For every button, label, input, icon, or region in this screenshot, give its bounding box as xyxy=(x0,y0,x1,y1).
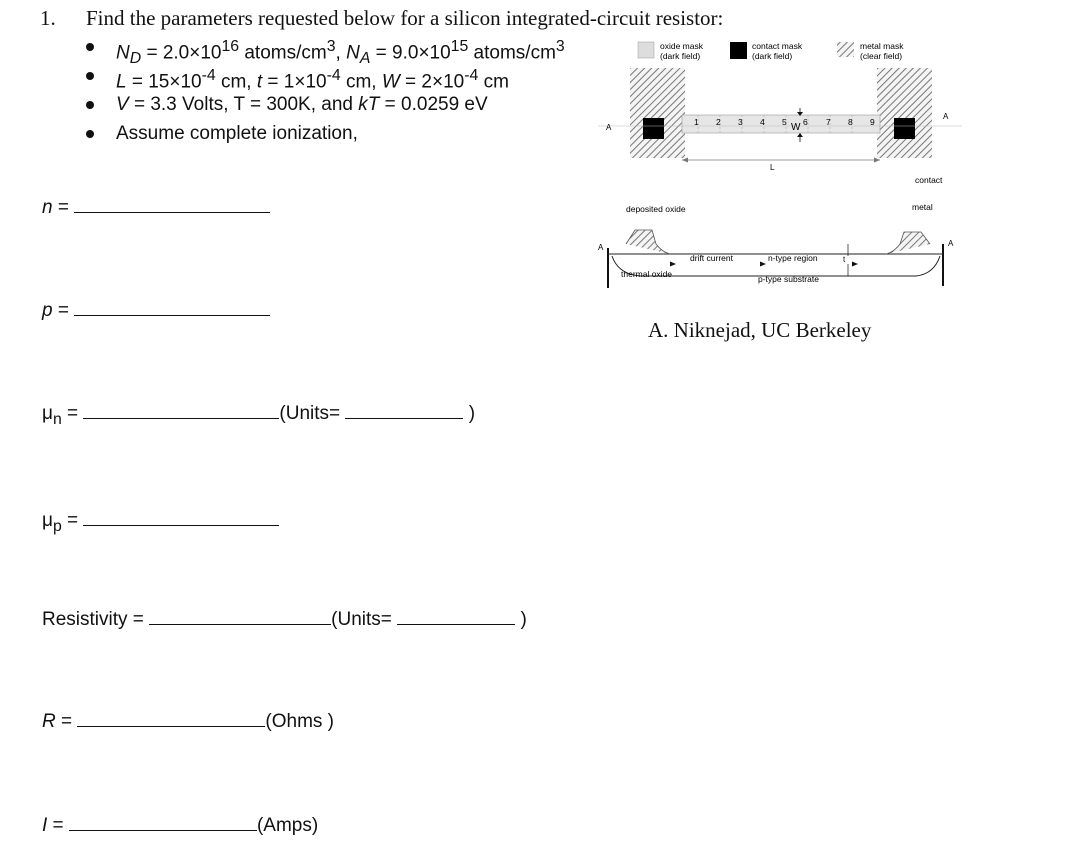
mu-n-answer-field: $\mu_n$ = (Units= ) xyxy=(42,403,476,428)
square-number: 3 xyxy=(738,117,743,127)
resistivity-answer-field: Resistivity = (Units= ) xyxy=(42,609,527,630)
legend-metal-mask: metal mask xyxy=(860,41,904,51)
resistivity-answer-blank[interactable] xyxy=(149,610,331,625)
geometry-bullet: $L = 15\times 10^{-4}$ cm, $t = 1\times 10^{-4}$ cm, $W = 2\times 10^{-4}$ cm xyxy=(80,63,565,92)
p-type-substrate-label: p-type substrate xyxy=(758,274,819,284)
legend-contact-mask-field: (dark field) xyxy=(752,51,793,61)
contact-label: contact xyxy=(915,175,943,185)
doping-bullet: $N_D = 2.0\times 10^{16}$ atoms/$cm^3$, $N_A = 9.0\times 10^{15}$ atoms/$cm^3$ xyxy=(80,34,565,63)
section-label-a-right: A xyxy=(943,112,949,121)
mu-n-answer-blank[interactable] xyxy=(83,404,279,419)
oxide-mask-swatch xyxy=(638,42,654,58)
r-answer-field: R = (Ohms ) xyxy=(42,711,334,732)
contact-square-right xyxy=(894,118,915,139)
deposited-oxide-label: deposited oxide xyxy=(626,204,686,214)
thickness-label: t xyxy=(843,255,846,264)
legend-metal-mask-field: (clear field) xyxy=(860,51,903,61)
mu-p-answer-blank[interactable] xyxy=(83,511,279,526)
metal-label: metal xyxy=(912,202,933,212)
question-title: Find the parameters requested below for a silicon integrated-circuit resistor: xyxy=(86,6,724,30)
square-number: 2 xyxy=(716,117,721,127)
mu-n-units-blank[interactable] xyxy=(345,404,463,419)
mu-p-answer-field: $\mu_p$ = xyxy=(42,510,279,536)
n-answer-blank[interactable] xyxy=(74,198,270,213)
square-number: 8 xyxy=(848,117,853,127)
metal-mask-swatch xyxy=(837,42,854,57)
contact-square-left xyxy=(643,118,664,139)
legend-oxide-mask-field: (dark field) xyxy=(660,51,701,61)
resistor-top-view xyxy=(598,68,962,158)
square-number: 7 xyxy=(826,117,831,127)
drift-current-label: drift current xyxy=(690,253,733,263)
i-answer-blank[interactable] xyxy=(69,816,257,831)
contact-mask-swatch xyxy=(730,42,747,59)
n-answer-field: n = xyxy=(42,197,270,219)
ionization-bullet: Assume complete ionization, xyxy=(80,121,565,150)
question-number: 1. xyxy=(40,6,56,30)
p-answer-blank[interactable] xyxy=(74,301,270,316)
section-label-a-left: A xyxy=(606,123,612,132)
resistivity-units-blank[interactable] xyxy=(397,610,515,625)
width-label: W xyxy=(791,122,801,133)
figure-credit: A. Niknejad, UC Berkeley xyxy=(648,318,872,342)
thermal-oxide-label: thermal oxide xyxy=(621,269,673,279)
p-answer-field: p = xyxy=(42,300,270,322)
r-answer-blank[interactable] xyxy=(77,712,265,727)
square-number: 1 xyxy=(694,117,699,127)
square-number: 6 xyxy=(803,117,808,127)
square-number: 4 xyxy=(760,117,765,127)
length-dimension xyxy=(682,158,880,163)
legend-contact-mask: contact mask xyxy=(752,41,803,51)
square-number: 9 xyxy=(870,117,875,127)
section-label-a-left-lower: A xyxy=(598,243,604,252)
section-label-a-right-lower: A xyxy=(948,239,954,248)
i-answer-field: I = (Amps) xyxy=(42,815,319,836)
legend-oxide-mask: oxide mask xyxy=(660,41,703,51)
length-label: L xyxy=(770,163,775,172)
conditions-bullet: V = 3.3 Volts, T = 300K, and kT = 0.0259 eV xyxy=(80,92,565,121)
resistor-figure xyxy=(590,30,970,295)
n-type-region-label: n-type region xyxy=(768,253,818,263)
given-parameters-list xyxy=(80,34,565,150)
square-number: 5 xyxy=(782,117,787,127)
